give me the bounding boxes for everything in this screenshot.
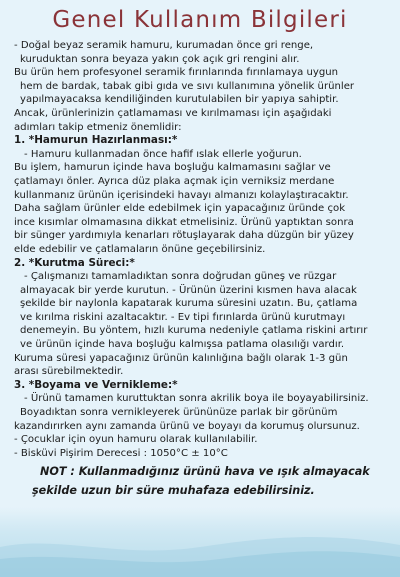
text-line: denemeyin. Bu yöntem, hızlı kuruma nedeniyle çatlama riskini artırır bbox=[20, 325, 368, 337]
page-title: Genel Kullanım Bilgileri bbox=[52, 7, 348, 33]
text-line: şekilde bir naylonla kapatarak kuruma süresini uzatın. Bu, çatlama bbox=[20, 298, 358, 310]
note-line-2: şekilde uzun bir süre muhafaza edebilirsiniz. bbox=[32, 484, 315, 498]
text-line: Kuruma süresi yapacağınız ürünün kalınlığına bağlı olarak 1-3 gün bbox=[14, 352, 348, 364]
section-heading: 3. *Boyama ve Vernikleme:* bbox=[14, 378, 178, 391]
text-line: ince kısımlar olmamasına dikkat etmelisiniz. Ürünü yaptıktan sonra bbox=[14, 216, 354, 228]
text-line: - Çalışmanızı tamamladıktan sonra doğrudan güneş ve rüzgar bbox=[24, 271, 337, 283]
section-heading: 1. *Hamurun Hazırlanması:* bbox=[14, 134, 178, 147]
info-document bbox=[0, 7, 400, 498]
text-line: Ancak, ürünlerinizin çatlamaması ve kırılmaması için aşağıdaki bbox=[14, 107, 332, 119]
text-line: - Doğal beyaz seramik hamuru, kurumadan önce gri renge, bbox=[14, 40, 314, 51]
text-line: Bu işlem, hamurun içinde hava boşluğu kalmamasını sağlar ve bbox=[14, 162, 331, 174]
text-line: - Hamuru kullanmadan önce hafif ıslak ellerle yoğurun. bbox=[24, 148, 302, 160]
text-line: çatlamayı önler. Ayrıca düz plaka açmak için verniksiz merdane bbox=[14, 175, 335, 187]
body-text bbox=[14, 39, 386, 460]
note-line-1: NOT : Kullanmadığınız ürünü hava ve ışık almayacak bbox=[40, 465, 370, 479]
section-heading: 2. *Kurutma Süreci:* bbox=[14, 256, 135, 269]
text-line: - Ürünü tamamen kuruttuktan sonra akrilik boya ile boyayabilirsiniz. bbox=[24, 393, 369, 405]
text-line: Boyadıktan sonra vernikleyerek ürününüze parlak bir görünüm bbox=[20, 407, 338, 419]
text-line: - Bisküvi Pişirim Derecesi : 1050°C ± 10°C bbox=[14, 447, 228, 459]
text-line: yapılmayacaksa kendiliğinden kurutulabilen bir yapıya sahiptir. bbox=[20, 94, 339, 106]
text-line: Daha sağlam ürünler elde edebilmek için yapacağınız üründe çok bbox=[14, 203, 346, 215]
text-line: kuruduktan sonra beyaza yakın çok açık gri rengini alır. bbox=[20, 53, 300, 65]
text-line: kullanmanız ürünün içerisindeki havayı almanızı kolaylaştıracaktır. bbox=[14, 189, 349, 201]
text-line: ve kırılma riskini azaltacaktır. - Ev tipi fırınlarda ürünü kurutmayı bbox=[20, 311, 346, 323]
text-line: hem de bardak, tabak gibi gıda ve sıvı kullanımına yönelik ürünler bbox=[20, 80, 355, 92]
text-line: - Çocuklar için oyun hamuru olarak kullanılabilir. bbox=[14, 434, 258, 446]
text-line: bir sünger yardımıyla kenarları rötuşlayarak daha düzgün bir yüzey bbox=[14, 230, 354, 242]
wave-decoration bbox=[0, 507, 400, 577]
text-line: elde edebilir ve çatlamaların önüne geçebilirsiniz. bbox=[14, 243, 266, 255]
text-line: kazandırırken aynı zamanda ürünü ve boyayı da korumuş olursunuz. bbox=[14, 420, 360, 432]
text-line: almayacak bir yerde kurutun. - Ürünün üzerini kısmen hava alacak bbox=[20, 284, 357, 296]
text-line: arası sürebilmektedir. bbox=[14, 366, 124, 378]
text-line: adımları takip etmeniz önemlidir: bbox=[14, 121, 182, 133]
text-line: ve ürünün içinde hava boşluğu kalmışsa patlama olasılığı vardır. bbox=[20, 339, 345, 351]
text-line: Bu ürün hem profesyonel seramik fırınlarında fırınlamaya uygun bbox=[14, 67, 339, 79]
decorative-wave-band bbox=[0, 507, 400, 577]
